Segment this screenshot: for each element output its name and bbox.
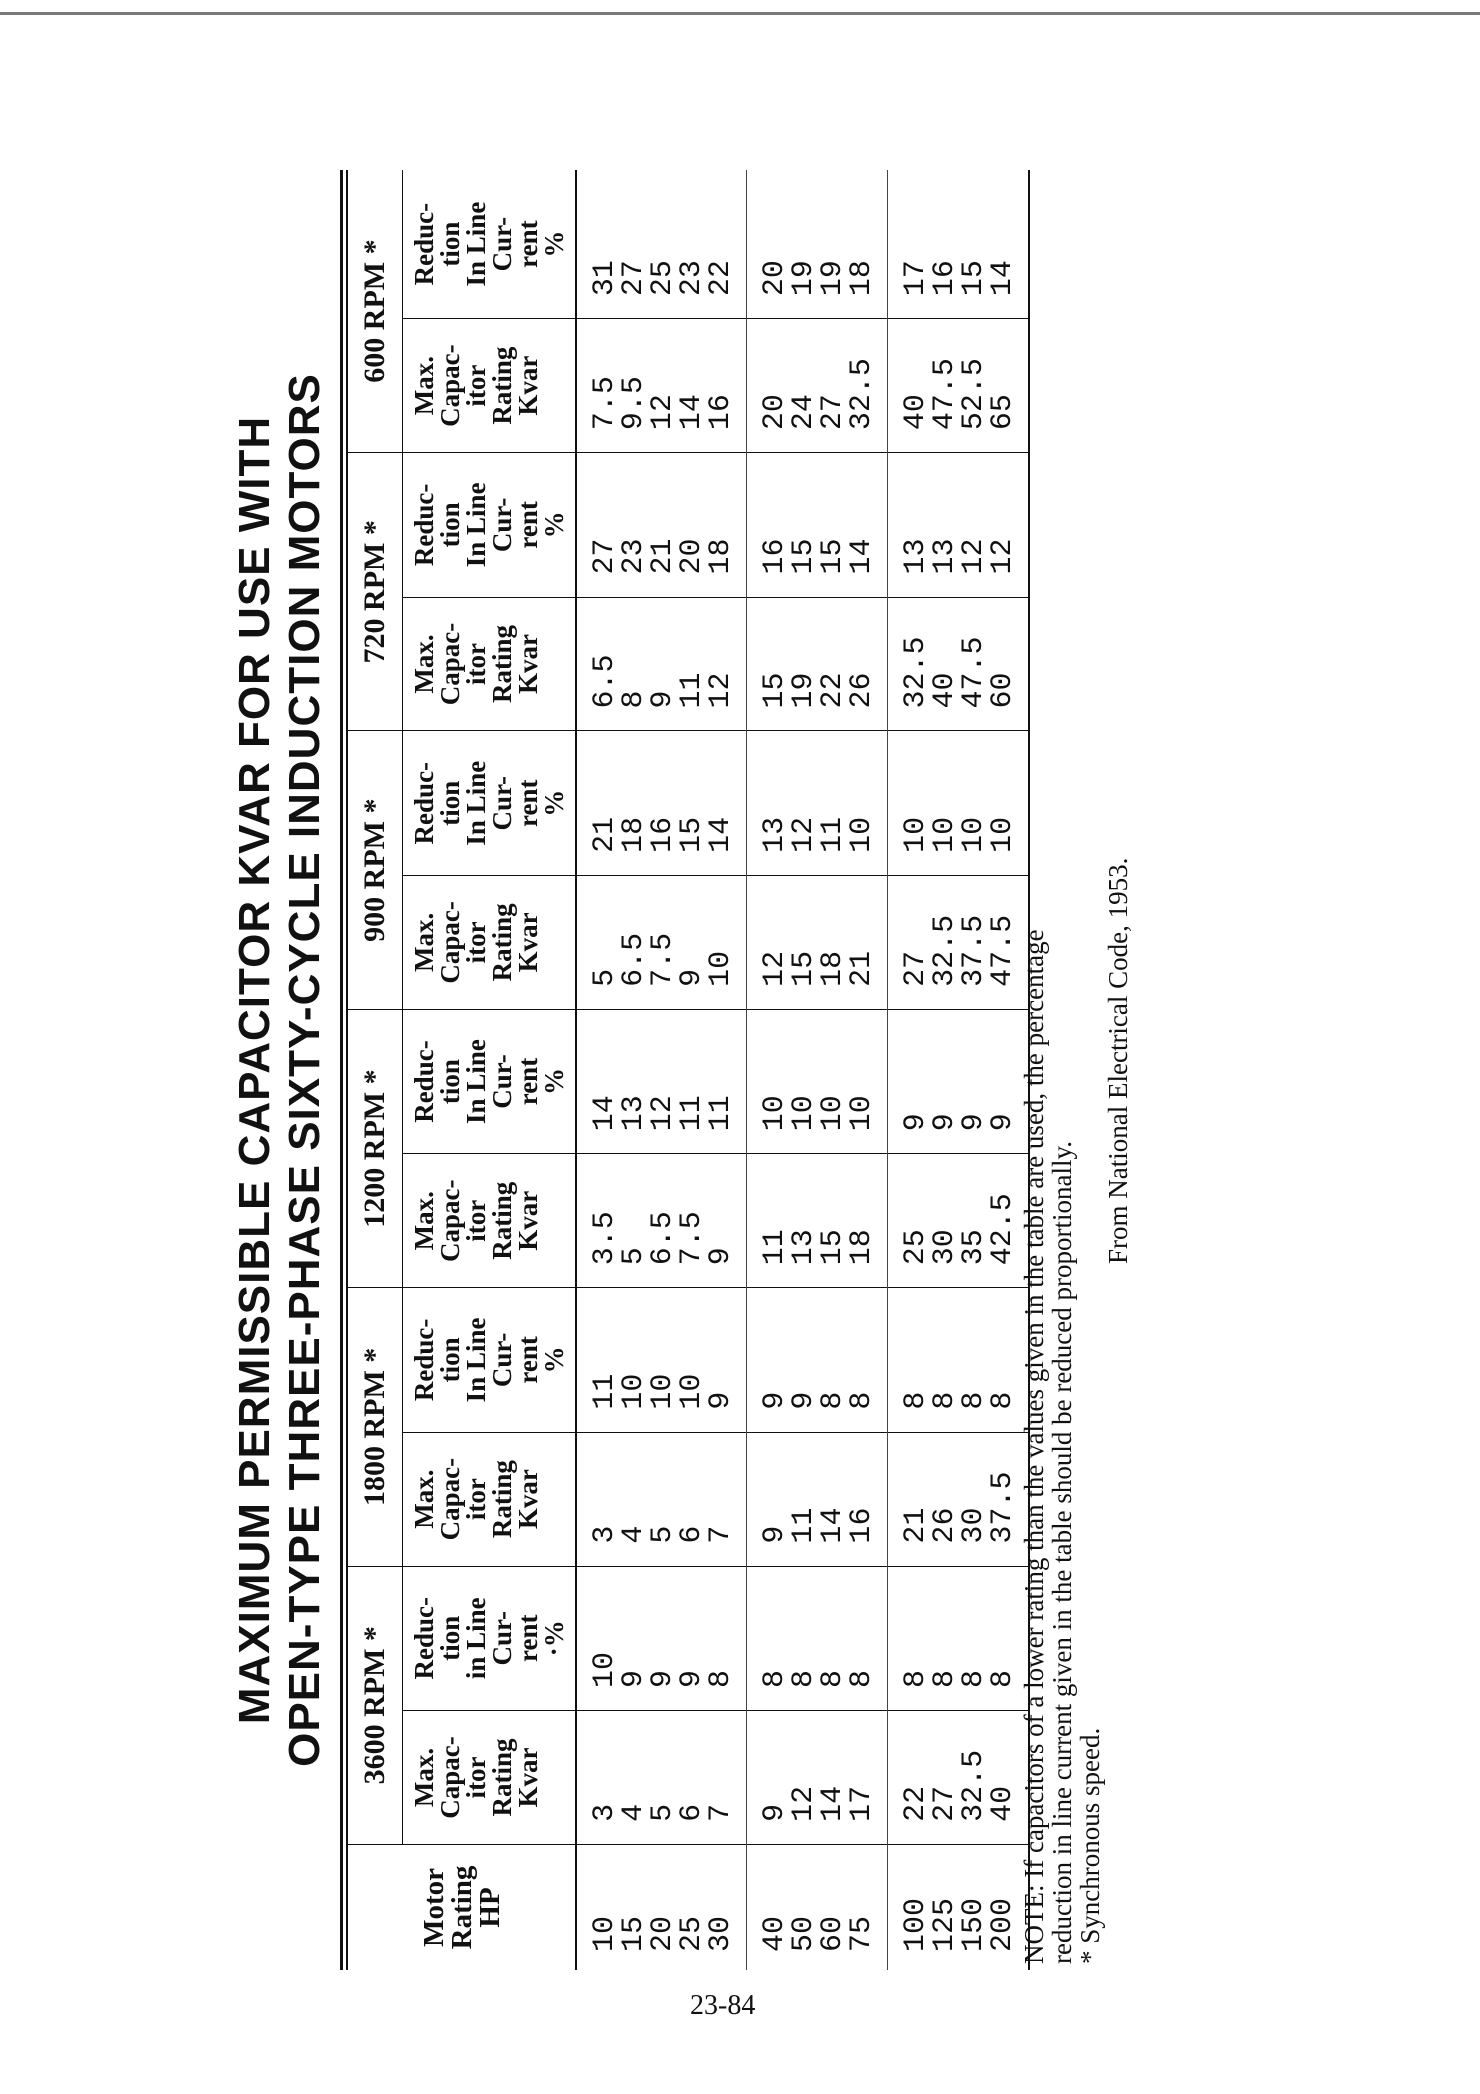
table-cell: 5 6.5 7.5 9 10 (576, 875, 747, 1009)
table-row-group (747, 170, 888, 1970)
page-title (230, 170, 330, 1970)
reduction-column-header: Reduc- tion In Line Cur- rent % (403, 453, 577, 597)
table-cell: 32.5 40 47.5 60 (888, 597, 1029, 731)
rotated-table-block (230, 170, 1170, 1970)
table-cell: 3 4 5 6 7 (576, 1432, 747, 1566)
table-cell: 31 27 25 23 22 (576, 170, 747, 319)
reduction-column-header: Reduc- tion In Line Cur- rent % (403, 170, 577, 319)
table-cell: 14 13 12 11 11 (576, 1009, 747, 1153)
kvar-column-header: Max. Capac- itor Rating Kvar (403, 319, 577, 453)
table-cell: 3 4 5 6 7 (576, 1710, 747, 1844)
table-cell: 10 9 9 9 8 (576, 1566, 747, 1710)
rpm-header: 900 RPM * (348, 731, 403, 1009)
table-cell: 12 15 18 21 (747, 875, 888, 1009)
table-cell: 3.5 5 6.5 7.5 9 (576, 1154, 747, 1288)
table-cell: 9 11 14 16 (747, 1432, 888, 1566)
footnote-synchronous-speed: * Synchronous speed. (1075, 1727, 1105, 1964)
kvar-column-header: Max. Capac- itor Rating Kvar (403, 875, 577, 1009)
table-cell: 11 13 15 18 (747, 1154, 888, 1288)
motor-hp-cell: 40 50 60 75 (747, 1844, 888, 1970)
motor-hp-cell: 100 125 150 200 (899, 1897, 1020, 1952)
table-cell: 9 12 14 17 (747, 1710, 888, 1844)
reduction-column-header: Reduc- tion In Line Cur- rent % (403, 1009, 577, 1153)
table-cell: 9 9 9 9 (888, 1009, 1029, 1153)
reduction-column-header: Reduc- tion In Line Cur- rent % (403, 1288, 577, 1432)
source-citation: From National Electrical Code, 1953. (1103, 857, 1133, 1264)
table-cell: 15 19 22 26 (747, 597, 888, 731)
table-cell: 13 13 12 12 (888, 453, 1029, 597)
table-cell: 7.5 9.5 12 14 16 (576, 319, 747, 453)
table-cell: 27 32.5 37.5 47.5 (888, 875, 1029, 1009)
page-top-rule (0, 12, 1480, 15)
kvar-column-header: Max. Capac- itor Rating Kvar (403, 1154, 577, 1288)
page-number: 23-84 (690, 1990, 756, 2021)
table-cell: 8 8 8 8 (888, 1288, 1029, 1432)
table-cell: 16 15 15 14 (747, 453, 888, 597)
rpm-header: 3600 RPM * (348, 1566, 403, 1844)
table-cell: 17 16 15 14 (888, 170, 1029, 319)
table-cell: 27 23 21 20 18 (576, 453, 747, 597)
table-row-group (576, 170, 747, 1970)
motor-rating-header: Motor Rating HP (348, 1844, 576, 1970)
rpm-header: 720 RPM * (348, 453, 403, 731)
table-cell: 21 18 16 15 14 (576, 731, 747, 875)
kvar-column-header: Max. Capac- itor Rating Kvar (403, 597, 577, 731)
table-cell: 8 8 8 8 (747, 1566, 888, 1710)
table-cell: 10 10 10 10 (888, 731, 1029, 875)
table-cell: 25 30 35 42.5 (888, 1154, 1029, 1288)
table-cell: 22 27 32.5 40 (888, 1710, 1029, 1844)
reduction-column-header: Reduc- tion in Line Cur- rent ·% (403, 1566, 577, 1710)
table-cell: 8 8 8 8 (888, 1566, 1029, 1710)
table-cell: 6.5 8 9 11 12 (576, 597, 747, 731)
table-cell: 20 19 19 18 (747, 170, 888, 319)
reduction-column-header: Reduc- tion In Line Cur- rent % (403, 731, 577, 875)
table-note (1020, 174, 1132, 1964)
title-line-2: OPEN-TYPE THREE-PHASE SIXTY-CYCLE INDUCTION MOTORS (280, 373, 329, 1767)
note-line-1: NOTE: If capacitors of a lower rating than the values given in the table are used, the percentage (1019, 929, 1049, 1964)
rpm-header: 600 RPM * (348, 170, 403, 453)
table-cell: 20 24 27 32.5 (747, 319, 888, 453)
table-cell: 21 26 30 37.5 (888, 1432, 1029, 1566)
rpm-header: 1800 RPM * (348, 1288, 403, 1566)
table-row-group (888, 170, 1029, 1970)
table-cell: 40 47.5 52.5 65 (888, 319, 1029, 453)
rpm-header: 1200 RPM * (348, 1009, 403, 1287)
motor-hp-cell: 10 15 20 25 30 (576, 1844, 747, 1970)
table-cell: 11 10 10 10 9 (576, 1288, 747, 1432)
table-cell: 13 12 11 10 (747, 731, 888, 875)
note-line-2: reduction in line current given in the table should be reduced proportionally. (1047, 1141, 1077, 1964)
title-line-1: MAXIMUM PERMISSIBLE CAPACITOR KVAR FOR USE WITH (230, 415, 279, 1725)
table-cell: 9 9 8 8 (747, 1288, 888, 1432)
kvar-column-header: Max. Capac- itor Rating Kvar (403, 1432, 577, 1566)
table-cell: 10 10 10 10 (747, 1009, 888, 1153)
kvar-column-header: Max. Capac- itor Rating Kvar (403, 1710, 577, 1844)
capacitor-table (340, 170, 1030, 1970)
